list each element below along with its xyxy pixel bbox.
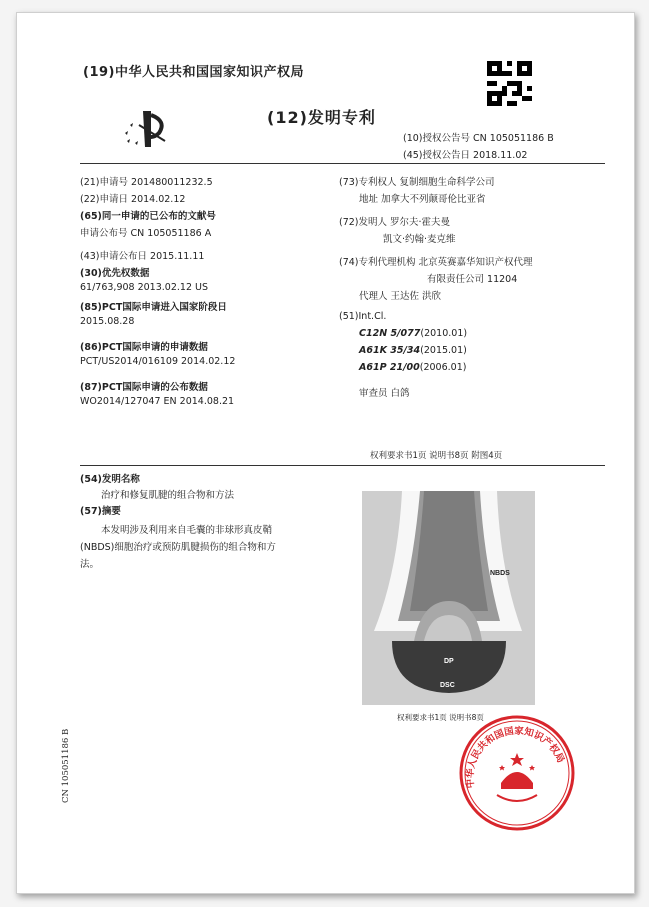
classification-row: A61P 21/00(2006.01) — [359, 362, 467, 373]
application-number: (21)申请号 201480011232.5 — [80, 177, 213, 188]
classification-row: C12N 5/077(2010.01) — [359, 328, 468, 339]
inventor-1: (72)发明人 罗尔夫·霍夫曼 — [339, 217, 451, 228]
publication-number: (10)授权公告号 CN 105051186 B — [403, 133, 554, 144]
bibliographic-right — [339, 174, 599, 402]
application-date: (22)申请日 2014.02.12 — [80, 194, 186, 205]
abstract-line: 法。 — [80, 559, 100, 570]
pct-publication-label: (87)PCT国际申请的公布数据 — [80, 382, 208, 393]
page-count-summary: 权利要求书1页 说明书8页 附图4页 — [370, 451, 503, 461]
intcl-label: (51)Int.Cl. — [339, 311, 387, 322]
patentee-address: 地址 加拿大不列颠哥伦比亚省 — [359, 194, 486, 205]
vertical-publication-number: CN 105051186 B — [61, 728, 71, 803]
title-label: (54)发明名称 — [80, 474, 140, 485]
agency-line-1: (74)专利代理机构 北京英赛嘉华知识产权代理 — [339, 257, 533, 268]
middle-rule — [80, 465, 605, 466]
pct-publication-value: WO2014/127047 EN 2014.08.21 — [80, 396, 235, 407]
figure-caption: 权利要求书1页 说明书8页 — [397, 713, 484, 722]
official-seal-icon — [457, 713, 577, 833]
hair-follicle-figure — [362, 491, 535, 705]
agency-line-2: 有限责任公司 11204 — [427, 274, 518, 285]
pct-application-value: PCT/US2014/016109 2014.02.12 — [80, 356, 236, 367]
document-type: (12)发明专利 — [267, 108, 376, 127]
examiner: 审查员 白鸽 — [359, 388, 410, 399]
dp-label: DP — [444, 658, 454, 665]
inventor-2: 凯文·约翰·麦克维 — [383, 234, 456, 245]
prior-publication-value: 申请公布号 CN 105051186 A — [80, 228, 212, 239]
pct-application-label: (86)PCT国际申请的申请数据 — [80, 342, 208, 353]
pct-national-phase-value: 2015.08.28 — [80, 316, 135, 327]
bibliographic-left — [80, 174, 340, 413]
abstract-label: (57)摘要 — [80, 506, 121, 517]
nbds-label: NBDS — [490, 570, 510, 577]
invention-title: 治疗和修复肌腱的组合物和方法 — [101, 490, 235, 501]
classification-row: A61K 35/34(2015.01) — [359, 345, 467, 356]
qr-code-icon — [487, 61, 532, 106]
dsc-label: DSC — [440, 682, 455, 689]
patentee: (73)专利权人 复制细胞生命科学公司 — [339, 177, 495, 188]
priority-label: (30)优先权数据 — [80, 268, 150, 279]
header-rule — [80, 163, 605, 164]
prior-publication-label: (65)同一申请的已公布的文献号 — [80, 211, 216, 222]
cnipa-logo-icon — [117, 103, 172, 151]
application-publication-date: (43)申请公布日 2015.11.11 — [80, 251, 205, 262]
office-header: (19)中华人民共和国国家知识产权局 — [83, 65, 304, 80]
seal-text: 中华人民共和国国家知识产权局 — [464, 725, 567, 789]
publication-date: (45)授权公告日 2018.11.02 — [403, 150, 528, 161]
patent-page — [16, 12, 635, 894]
pct-national-phase-label: (85)PCT国际申请进入国家阶段日 — [80, 302, 227, 313]
agent: 代理人 王达佐 洪欣 — [359, 291, 442, 302]
priority-value: 61/763,908 2013.02.12 US — [80, 282, 208, 293]
abstract-line: (NBDS)细胞治疗或预防肌腱损伤的组合物和方 — [80, 542, 276, 553]
abstract-line: 本发明涉及利用来自毛囊的非球形真皮鞘 — [101, 525, 273, 536]
